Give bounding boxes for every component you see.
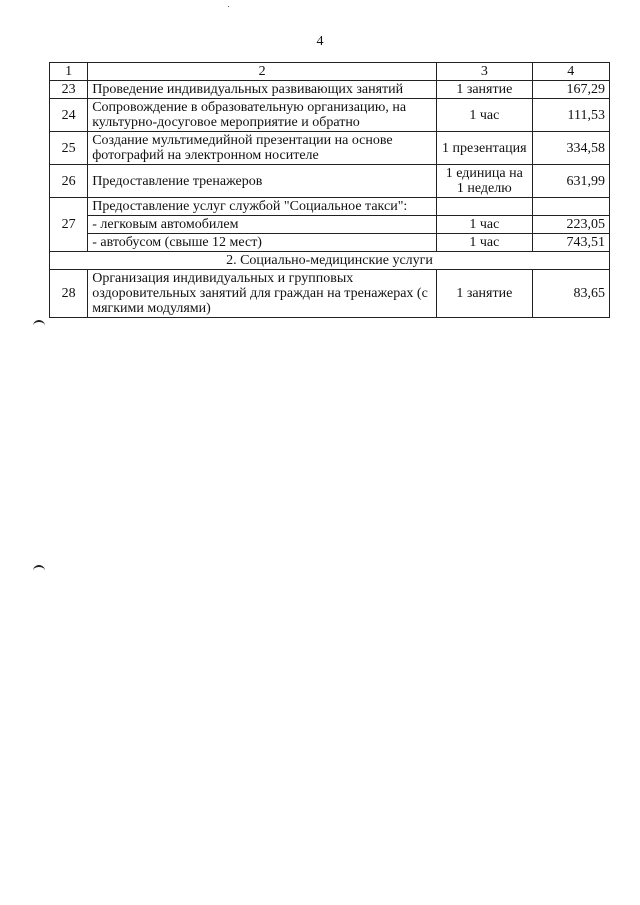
service-name: Предоставление услуг службой "Социальное такси": [88, 198, 437, 216]
service-name: - автобусом (свыше 12 мест) [88, 234, 437, 252]
section-title: 2. Социально-медицинские услуги [50, 252, 610, 270]
service-price: 743,51 [532, 234, 609, 252]
table-row [50, 132, 610, 165]
service-name: Создание мультимедийной презентации на основе фотографий на электронном носителе [88, 132, 437, 165]
service-unit: 1 час [437, 234, 533, 252]
service-price-empty [532, 198, 609, 216]
table-row [50, 165, 610, 198]
scan-dot [228, 6, 229, 7]
page-number: 4 [316, 34, 324, 49]
tariff-table [49, 62, 610, 318]
table-row [50, 99, 610, 132]
table-subrow [50, 234, 610, 252]
row-number: 25 [50, 132, 88, 165]
service-name: Предоставление тренажеров [88, 165, 437, 198]
service-name: Организация индивидуальных и групповых оздоровительных занятий для граждан на тренажерах (с мягкими модулями) [88, 270, 437, 318]
service-name: - легковым автомобилем [88, 216, 437, 234]
service-price: 223,05 [532, 216, 609, 234]
col-header-3: 3 [437, 63, 533, 81]
row-number: 28 [50, 270, 88, 318]
service-unit: 1 презентация [437, 132, 533, 165]
table-row-taxi [50, 198, 610, 216]
table-subrow [50, 216, 610, 234]
service-price: 631,99 [532, 165, 609, 198]
service-unit: 1 занятие [437, 81, 533, 99]
table-header-row [50, 63, 610, 81]
col-header-1: 1 [50, 63, 88, 81]
service-price: 111,53 [532, 99, 609, 132]
service-price: 83,65 [532, 270, 609, 318]
service-unit: 1 час [437, 216, 533, 234]
service-price: 167,29 [532, 81, 609, 99]
row-number: 23 [50, 81, 88, 99]
col-header-2: 2 [88, 63, 437, 81]
col-header-4: 4 [532, 63, 609, 81]
row-number: 26 [50, 165, 88, 198]
service-unit: 1 единица на 1 неделю [437, 165, 533, 198]
table-row [50, 270, 610, 318]
service-unit: 1 час [437, 99, 533, 132]
section-header-row [50, 252, 610, 270]
row-number: 24 [50, 99, 88, 132]
scan-mark [33, 565, 45, 573]
scan-mark [33, 320, 45, 328]
service-name: Проведение индивидуальных развивающих занятий [88, 81, 437, 99]
service-unit: 1 занятие [437, 270, 533, 318]
row-number: 27 [50, 198, 88, 252]
service-price: 334,58 [532, 132, 609, 165]
table-row [50, 81, 610, 99]
service-unit-empty [437, 198, 533, 216]
service-name: Сопровождение в образовательную организацию, на культурно-досуговое мероприятие и обратно [88, 99, 437, 132]
